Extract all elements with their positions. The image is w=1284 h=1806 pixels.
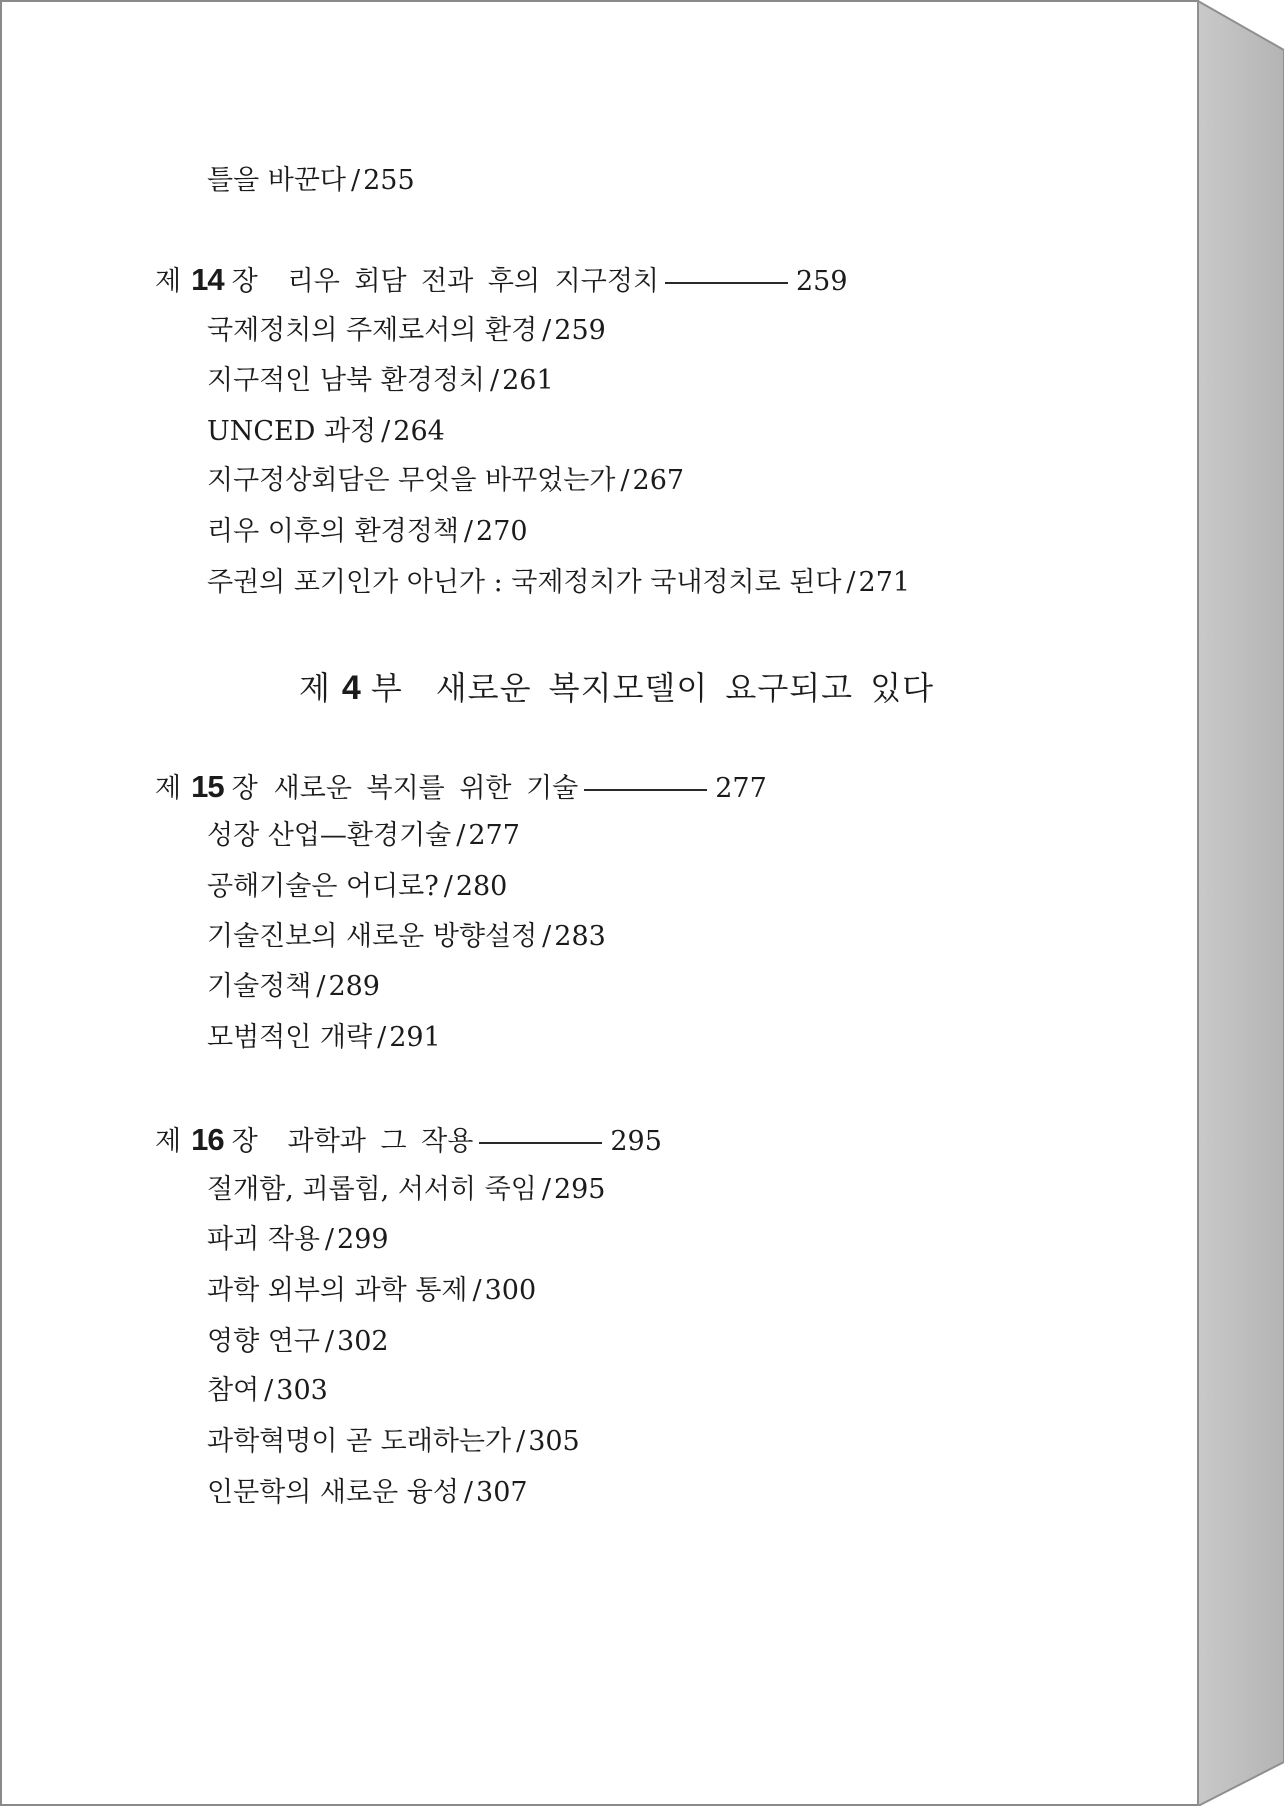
entry-separator: / xyxy=(316,971,326,1002)
entry-title: 파괴 작용 xyxy=(207,1224,320,1255)
toc-entry xyxy=(207,818,520,854)
entry-page: 289 xyxy=(328,971,380,1002)
entry-separator: / xyxy=(377,1022,387,1053)
entry-separator: / xyxy=(472,1275,482,1306)
page-side-edge xyxy=(1196,0,1284,1806)
entry-page: 267 xyxy=(632,465,685,496)
entry-title: 영향 연구 xyxy=(207,1326,320,1357)
entry-page: 299 xyxy=(337,1224,389,1255)
entry-separator: / xyxy=(490,365,500,396)
entry-title: 참여 xyxy=(207,1375,260,1406)
entry-page: 300 xyxy=(484,1275,537,1306)
chapter-number: 16 xyxy=(191,1122,224,1157)
entry-title: 지구정상회담은 무엇을 바꾸었는가 xyxy=(207,465,616,496)
toc-entry xyxy=(207,1373,328,1409)
chapter-title: 과학과 그 작용 xyxy=(287,1126,474,1157)
toc-entry xyxy=(207,163,415,199)
chapter-page: 295 xyxy=(610,1126,662,1157)
chapter-title: 새로운 복지를 위한 기술 xyxy=(273,773,579,804)
chapter-heading xyxy=(155,767,767,807)
leader-line xyxy=(584,789,707,791)
toc-entry xyxy=(207,1273,536,1309)
entry-title: 지구적인 남북 환경정치 xyxy=(207,365,485,396)
chapter-title: 리우 회담 전과 후의 지구정치 xyxy=(287,266,659,297)
toc-entry xyxy=(207,514,528,550)
entry-separator: / xyxy=(381,416,391,447)
entry-title: 기술정책 xyxy=(207,971,312,1002)
part-number: 4 xyxy=(341,669,361,707)
entry-title: 성장 산업—환경기술 xyxy=(207,820,452,851)
entry-title: 주권의 포기인가 아닌가 : 국제정치가 국내정치로 된다 xyxy=(207,567,842,598)
chapter-prefix: 제 xyxy=(155,773,182,804)
entry-separator: / xyxy=(542,921,552,952)
entry-page: 302 xyxy=(337,1326,389,1357)
chapter-number: 14 xyxy=(191,262,224,297)
entry-page: 303 xyxy=(276,1375,328,1406)
chapter-page: 277 xyxy=(715,773,767,804)
entry-title: 과학 외부의 과학 통제 xyxy=(207,1275,468,1306)
toc-entry xyxy=(207,1020,441,1056)
chapter-page: 259 xyxy=(796,266,848,297)
toc-entry xyxy=(207,1424,580,1460)
chapter-heading xyxy=(155,260,848,300)
toc-entry xyxy=(207,363,554,399)
leader-line xyxy=(665,282,788,284)
entry-page: 264 xyxy=(393,416,445,447)
entry-separator: / xyxy=(516,1426,526,1457)
toc-entry xyxy=(207,565,910,601)
chapter-suffix: 장 xyxy=(231,773,258,804)
entry-page: 283 xyxy=(554,921,606,952)
entry-page: 277 xyxy=(468,820,520,851)
chapter-suffix: 장 xyxy=(231,1126,258,1157)
toc-entry xyxy=(207,313,606,349)
entry-page: 307 xyxy=(476,1477,528,1508)
entry-title: 인문학의 새로운 융성 xyxy=(207,1477,459,1508)
entry-page: 259 xyxy=(554,315,606,346)
part-title: 새로운 복지모델이 요구되고 있다 xyxy=(435,669,935,707)
entry-page: 291 xyxy=(389,1022,441,1053)
entry-title: 리우 이후의 환경정책 xyxy=(207,516,459,547)
entry-page: 295 xyxy=(553,1174,606,1205)
entry-title: 과학혁명이 곧 도래하는가 xyxy=(207,1426,512,1457)
entry-page: 261 xyxy=(502,365,554,396)
entry-title: 국제정치의 주제로서의 환경 xyxy=(207,315,538,346)
entry-page: 305 xyxy=(528,1426,580,1457)
entry-separator: / xyxy=(351,165,361,196)
toc-entry xyxy=(207,1172,605,1208)
toc-entry xyxy=(207,1475,528,1511)
toc-entry xyxy=(207,869,507,905)
entry-page: 255 xyxy=(363,165,415,196)
part-heading xyxy=(299,666,934,710)
entry-separator: / xyxy=(846,567,856,598)
part-suffix: 부 xyxy=(370,669,402,707)
chapter-prefix: 제 xyxy=(155,1126,182,1157)
entry-title: UNCED 과정 xyxy=(207,416,377,447)
entry-title: 모범적인 개략 xyxy=(207,1022,373,1053)
chapter-number: 15 xyxy=(191,769,224,804)
entry-separator: / xyxy=(541,1174,551,1205)
toc-entry xyxy=(207,463,684,499)
entry-separator: / xyxy=(463,516,474,547)
toc-entry xyxy=(207,919,606,955)
entry-separator: / xyxy=(542,315,552,346)
entry-separator: / xyxy=(264,1375,274,1406)
entry-title: 절개함, 괴롭힘, 서서히 죽임 xyxy=(207,1174,537,1205)
toc-entry xyxy=(207,414,445,450)
entry-separator: / xyxy=(620,465,630,496)
entry-page: 271 xyxy=(858,567,911,598)
entry-separator: / xyxy=(463,1477,474,1508)
entry-separator: / xyxy=(456,820,466,851)
entry-page: 280 xyxy=(455,871,508,902)
entry-separator: / xyxy=(324,1224,335,1255)
toc-entry xyxy=(207,1222,389,1258)
chapter-prefix: 제 xyxy=(155,266,182,297)
chapter-suffix: 장 xyxy=(231,266,258,297)
toc-entry xyxy=(207,1324,389,1360)
entry-separator: / xyxy=(443,871,453,902)
toc-entry xyxy=(207,969,380,1005)
entry-separator: / xyxy=(324,1326,335,1357)
leader-line xyxy=(479,1142,602,1144)
part-prefix: 제 xyxy=(299,669,330,707)
entry-title: 기술진보의 새로운 방향설정 xyxy=(207,921,538,952)
chapter-heading xyxy=(155,1120,662,1160)
entry-title: 틀을 바꾼다 xyxy=(207,165,346,196)
entry-title: 공해기술은 어디로? xyxy=(207,871,439,902)
entry-page: 270 xyxy=(476,516,528,547)
